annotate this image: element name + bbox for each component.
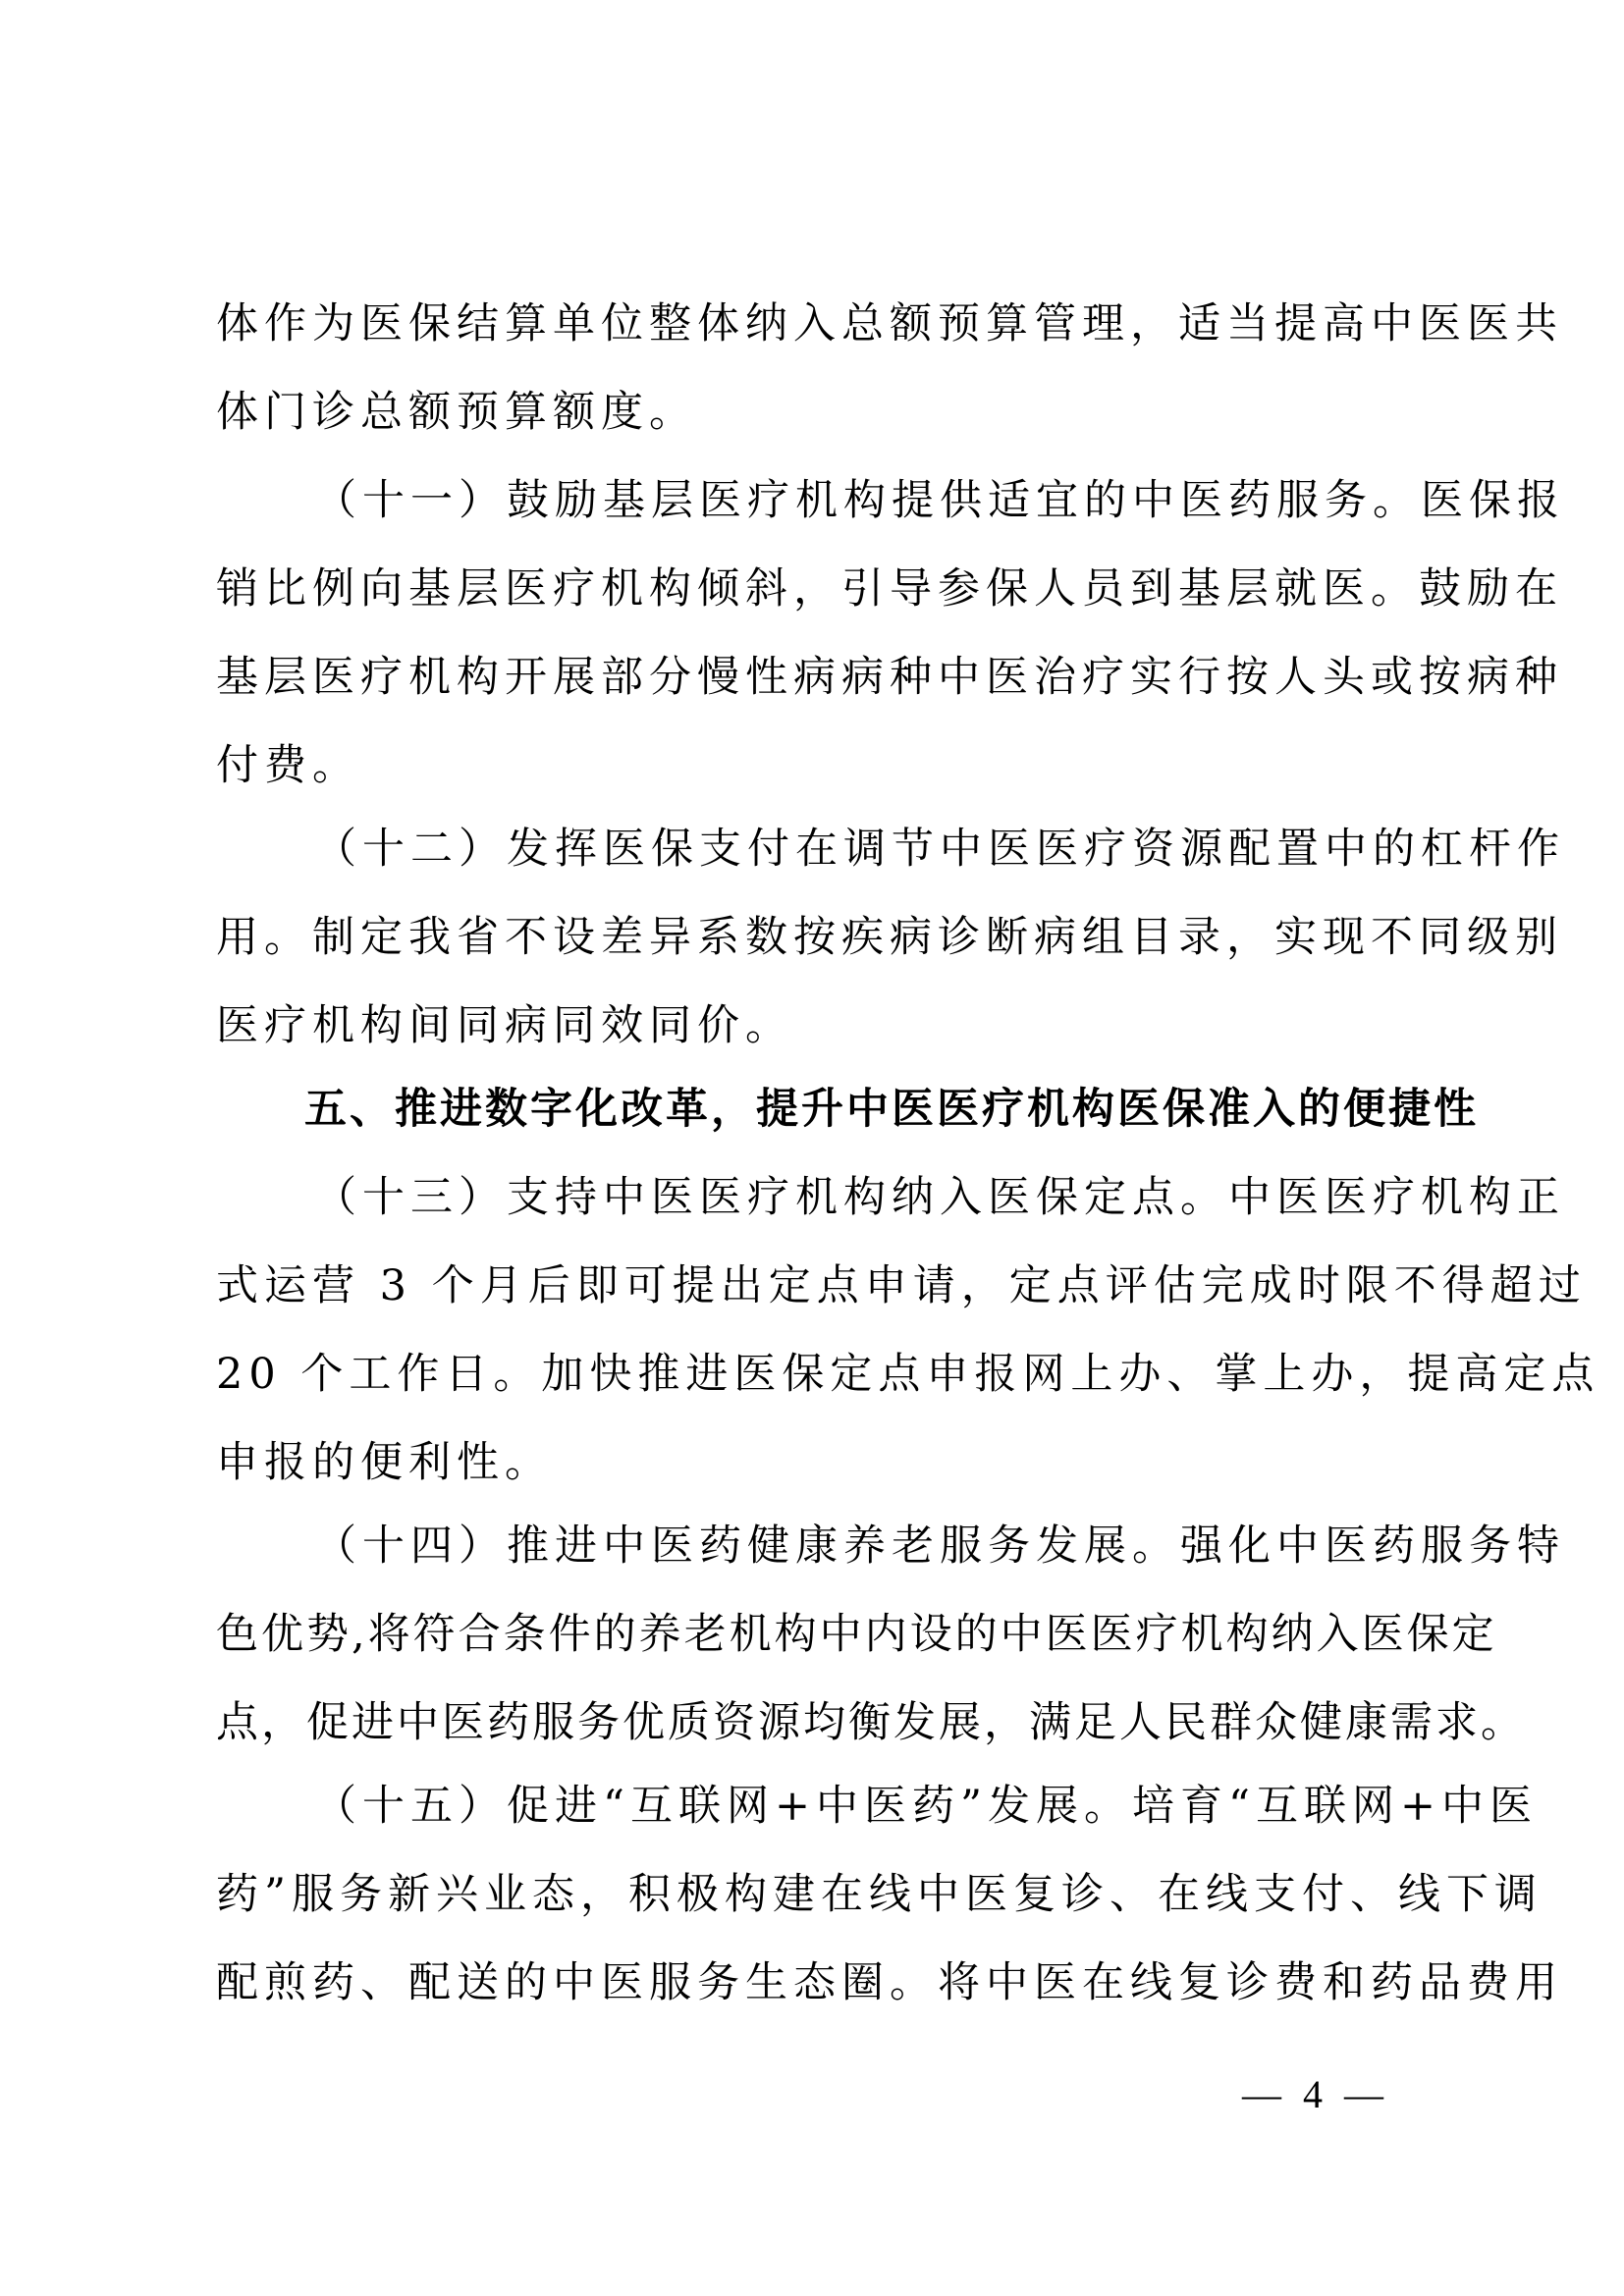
section-heading: 五、推进数字化改革，提升中医医疗机构医保准入的便捷性 [304, 1085, 1479, 1134]
paragraph-13-line-2: 式运营 3 个月后即可提出定点申请，定点评估完成时限不得超过 [216, 1261, 1587, 1310]
paragraph-11-line-2: 销比例向基层医疗机构倾斜，引导参保人员到基层就医。鼓励在 [216, 564, 1563, 614]
paragraph-15-line-1: （十五）促进“互联网+中医药”发展。培育“互联网+中医 [314, 1782, 1539, 1831]
paragraph-11-line-4: 付费。 [216, 741, 360, 790]
page-number: — 4 — [1242, 2072, 1389, 2116]
paragraph-13-line-4: 申报的便利性。 [216, 1438, 553, 1487]
paragraph-11-line-3: 基层医疗机构开展部分慢性病病种中医治疗实行按人头或按病种 [216, 653, 1563, 702]
paragraph-12-line-1: （十二）发挥医保支付在调节中医医疗资源配置中的杠杆作 [314, 825, 1565, 874]
paragraph-12-line-3: 医疗机构间同病同效同价。 [216, 1001, 793, 1050]
paragraph-14-line-3: 点，促进中医药服务优质资源均衡发展，满足人民群众健康需求。 [216, 1698, 1526, 1747]
paragraph-11-line-1: （十一）鼓励基层医疗机构提供适宜的中医药服务。医保报 [314, 476, 1565, 525]
paragraph-15-line-3: 配煎药、配送的中医服务生态圈。将中医在线复诊费和药品费用 [216, 1958, 1563, 2007]
paragraph-13-line-1: （十三）支持中医医疗机构纳入医保定点。中医医疗机构正 [314, 1173, 1565, 1222]
body-line-1: 体作为医保结算单位整体纳入总额预算管理，适当提高中医医共 [216, 299, 1563, 348]
paragraph-13-line-3: 20 个工作日。加快推进医保定点申报网上办、掌上办，提高定点 [216, 1350, 1600, 1399]
body-line-2: 体门诊总额预算额度。 [216, 388, 697, 437]
paragraph-14-line-1: （十四）推进中医药健康养老服务发展。强化中医药服务特 [314, 1522, 1565, 1571]
paragraph-12-line-2: 用。制定我省不设差异系数按疾病诊断病组目录，实现不同级别 [216, 913, 1563, 962]
paragraph-14-line-2: 色优势,将符合条件的养老机构中内设的中医医疗机构纳入医保定 [216, 1610, 1497, 1659]
paragraph-15-line-2: 药”服务新兴业态，积极构建在线中医复诊、在线支付、线下调 [216, 1870, 1543, 1919]
